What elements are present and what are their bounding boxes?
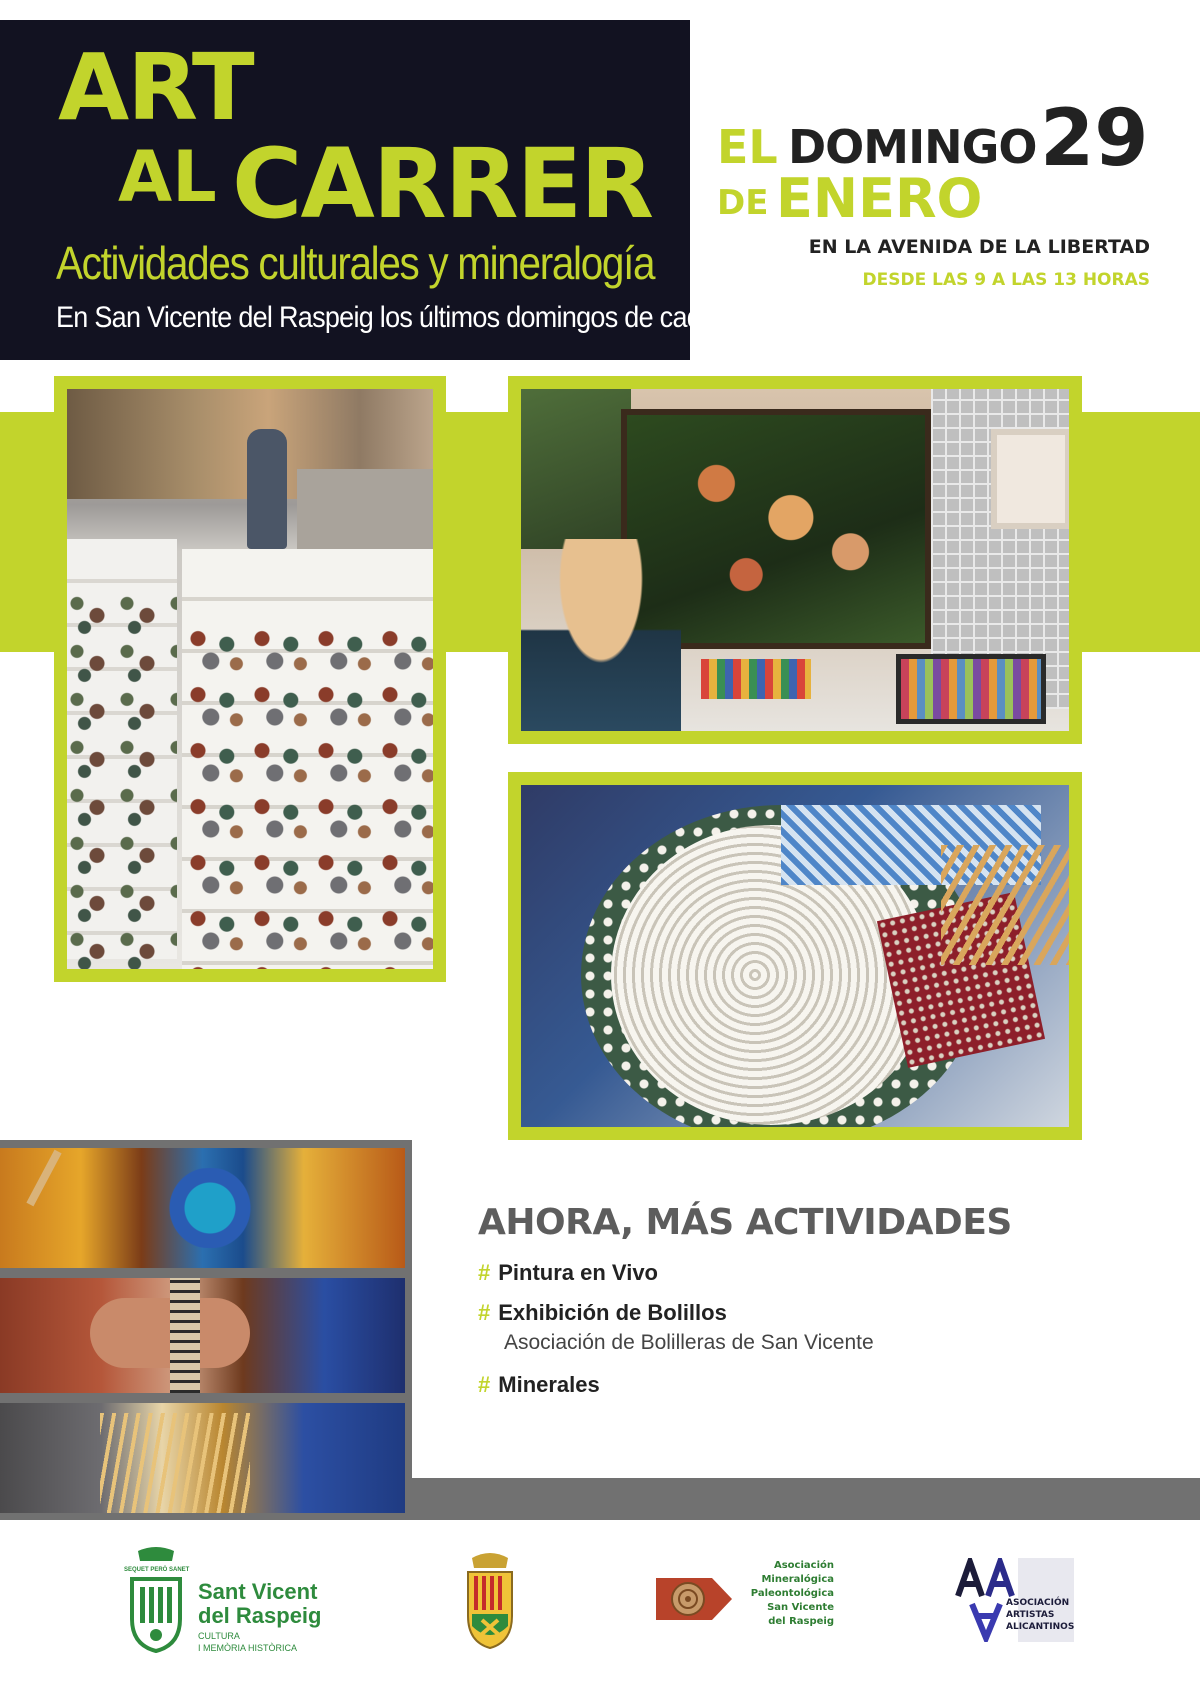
artistas-line1: ASOCIACIÓN (1006, 1598, 1070, 1608)
collage-palette (0, 1148, 405, 1268)
mineral-line2: Mineralógica (761, 1574, 834, 1585)
collage-guitar (0, 1278, 405, 1393)
mineral-line5: del Raspeig (768, 1616, 834, 1627)
date-de: DE (717, 183, 769, 223)
photo-lace (508, 772, 1082, 1140)
tagline: En San Vicente del Raspeig los últimos domingos de cada mes (56, 301, 771, 334)
logo-dept-line2: I MEMÒRIA HISTÒRICA (198, 1643, 298, 1653)
subtitle: Actividades culturales y mineralogía (56, 237, 655, 289)
activity-minerals (478, 1374, 600, 1396)
shield-icon (126, 1545, 186, 1655)
activities-title: AHORA, MÁS ACTIVIDADES (478, 1202, 1012, 1243)
collage-bobbins (0, 1403, 405, 1513)
activity-lace (478, 1302, 727, 1324)
title-art: ART (58, 34, 253, 141)
hash-icon: # (478, 1372, 491, 1397)
logo-artistas (954, 1558, 1074, 1642)
date-day: 29 (1040, 94, 1149, 184)
logo-motto: SEQUET PERÒ SANET (124, 1567, 190, 1573)
title-carrer: CARRER (232, 128, 653, 240)
artistas-line2: ARTISTAS (1006, 1610, 1055, 1620)
activity-painting (478, 1262, 658, 1284)
photo-minerals (54, 376, 446, 982)
ammonite-icon (654, 1574, 734, 1624)
event-place: EN LA AVENIDA DE LA LIBERTAD (808, 236, 1150, 258)
date-el: EL (717, 120, 778, 174)
event-hours: DESDE LAS 9 A LAS 13 HORAS (862, 270, 1150, 290)
activity-lace-association: Asociación de Bolilleras de San Vicente (504, 1331, 874, 1354)
title-al: AL (118, 136, 217, 218)
photo-painting (508, 376, 1082, 744)
mineral-line1: Asociación (773, 1560, 834, 1571)
coat-of-arms-icon (462, 1550, 518, 1650)
logo-name-line1: Sant Vicent (198, 1579, 318, 1604)
artistas-line3: ALICANTINOS (1006, 1622, 1075, 1632)
logo-dept-line1: CULTURA (198, 1631, 240, 1641)
logo-bolilleras (462, 1550, 518, 1650)
activity-label: Minerales (498, 1372, 600, 1397)
hash-icon: # (478, 1260, 491, 1285)
logo-name-line2: del Raspeig (198, 1603, 322, 1628)
logo-mineral-association (654, 1560, 834, 1640)
mineral-line4: San Vicente (767, 1602, 834, 1613)
hash-icon: # (478, 1300, 491, 1325)
activity-label: Exhibición de Bolillos (498, 1300, 727, 1325)
date-month: ENERO (776, 167, 983, 230)
activity-label: Pintura en Vivo (498, 1260, 658, 1285)
mineral-line3: Paleontológica (750, 1588, 834, 1599)
date-weekday: DOMINGO (788, 120, 1037, 174)
logo-sant-vicent (126, 1545, 336, 1655)
footer-divider (412, 1478, 1200, 1520)
